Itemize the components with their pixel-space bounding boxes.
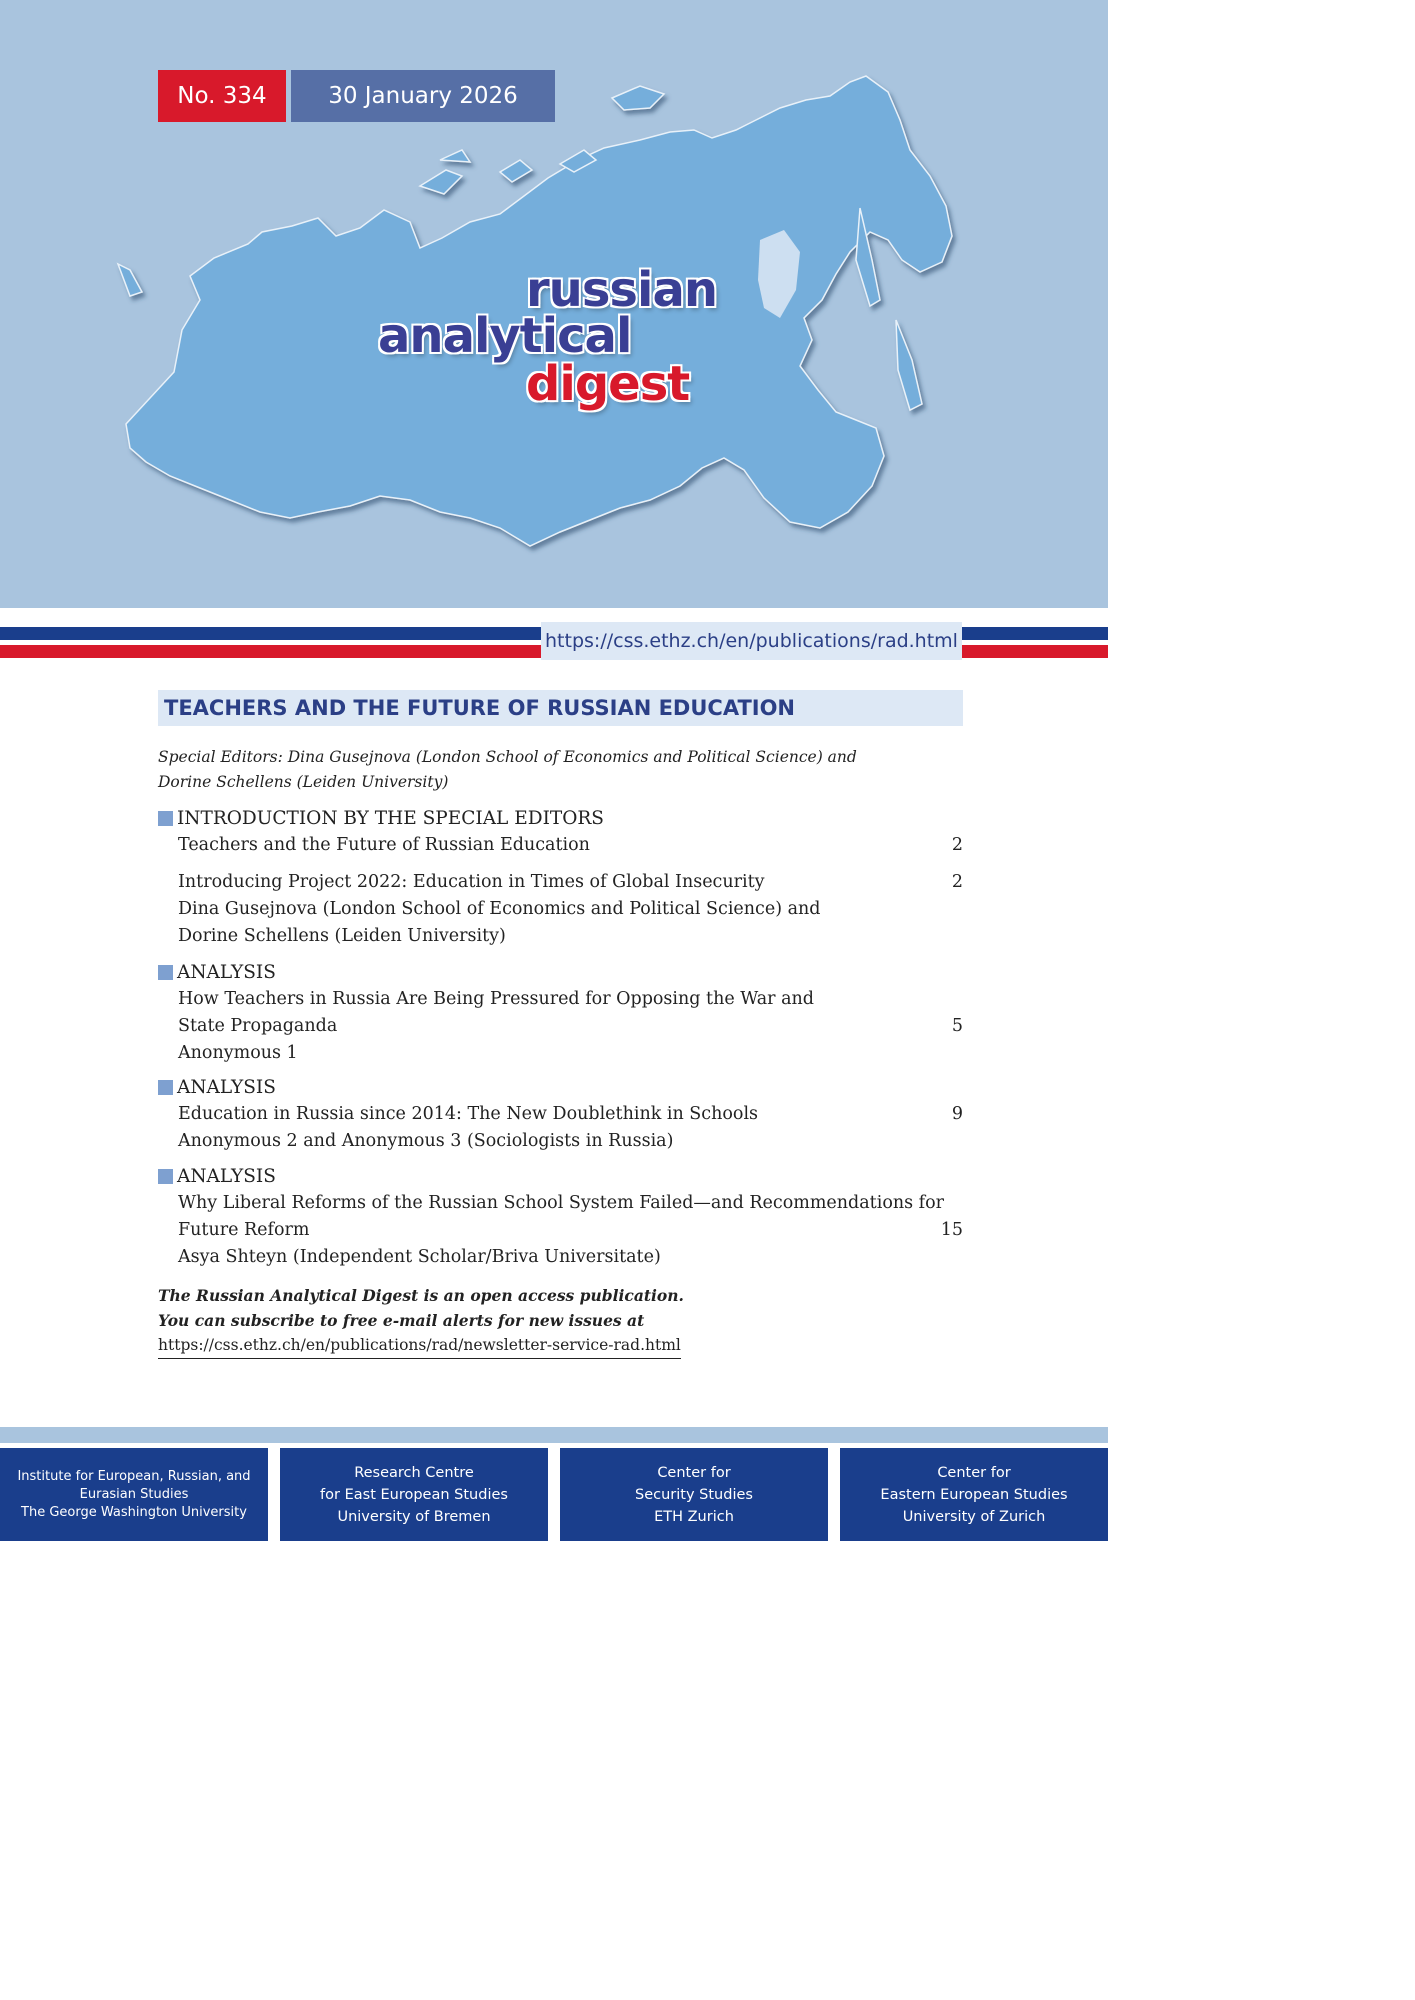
- special-editors-line: Special Editors: Dina Gusejnova (London School of Economics and Political Science) and: [158, 748, 857, 766]
- toc-entry-author: Dina Gusejnova (London School of Economics and Political Science) and: [178, 899, 821, 919]
- notice-line: The Russian Analytical Digest is an open access publication.: [158, 1286, 684, 1305]
- toc-section-heading: ANALYSIS: [158, 1163, 963, 1190]
- partner-line: Security Studies: [635, 1486, 753, 1503]
- partner-line: Eastern European Studies: [880, 1486, 1068, 1503]
- toc-section-heading: INTRODUCTION BY THE SPECIAL EDITORS: [158, 805, 963, 832]
- issue-date-badge: 30 January 2026: [291, 70, 555, 122]
- partner-line: Center for: [937, 1464, 1011, 1481]
- partner-eth: [560, 1448, 828, 1541]
- toc-entry-author: Asya Shteyn (Independent Scholar/Briva Universitate): [178, 1247, 661, 1267]
- toc-section-analysis: [158, 1074, 963, 1155]
- logo-word-russian: russian: [526, 262, 717, 318]
- bullet-square-icon: [158, 811, 173, 826]
- toc-entry-title: Education in Russia since 2014: The New Doublethink in Schools: [178, 1104, 759, 1124]
- partner-line: Center for: [657, 1464, 731, 1481]
- footer-band: [0, 1427, 1108, 1443]
- partner-line: for East European Studies: [320, 1486, 508, 1503]
- bullet-square-icon: [158, 965, 173, 980]
- toc-entry-title: Future Reform: [178, 1220, 310, 1240]
- bullet-square-icon: [158, 1169, 173, 1184]
- partner-zurich: [840, 1448, 1108, 1541]
- open-access-notice: [158, 1283, 684, 1359]
- issue-number-badge: No. 334: [158, 70, 286, 122]
- publication-url-link[interactable]: https://css.ethz.ch/en/publications/rad.html: [541, 622, 962, 660]
- toc-section-introduction: [158, 805, 963, 950]
- partner-line: University of Bremen: [337, 1508, 491, 1525]
- partner-bremen: [280, 1448, 548, 1541]
- partner-line: Eurasian Studies: [79, 1486, 189, 1502]
- partner-line: Research Centre: [354, 1464, 474, 1481]
- toc-entry-author: Dorine Schellens (Leiden University): [178, 926, 506, 946]
- toc-section-analysis: [158, 959, 963, 1067]
- toc-entry[interactable]: [158, 986, 963, 1067]
- toc-entry[interactable]: [158, 869, 963, 950]
- toc-entry-title: How Teachers in Russia Are Being Pressured for Opposing the War and: [178, 989, 814, 1009]
- toc-entry-title: State Propaganda: [178, 1016, 338, 1036]
- toc-section-analysis: [158, 1163, 963, 1271]
- partner-line: The George Washington University: [21, 1504, 247, 1520]
- toc-page-number: 2: [951, 872, 963, 892]
- toc-section-heading: ANALYSIS: [158, 1074, 963, 1101]
- partner-gwu: [0, 1448, 268, 1541]
- logo-word-digest: digest: [526, 356, 690, 412]
- toc-entry-author: Anonymous 2 and Anonymous 3 (Sociologists in Russia): [178, 1131, 674, 1151]
- toc-entry[interactable]: [158, 1190, 963, 1271]
- cover-hero: [0, 0, 1108, 608]
- toc-entry-title: Why Liberal Reforms of the Russian School System Failed—and Recommendations for: [178, 1193, 945, 1213]
- newsletter-link[interactable]: https://css.ethz.ch/en/publications/rad/newsletter-service-rad.html: [158, 1333, 681, 1359]
- special-editors: [158, 745, 878, 795]
- toc-page-number: 5: [951, 1016, 963, 1036]
- bullet-square-icon: [158, 1080, 173, 1095]
- special-editors-line: Dorine Schellens (Leiden University): [158, 773, 449, 791]
- toc-entry-author: Anonymous 1: [178, 1043, 298, 1063]
- toc-page-number: 15: [940, 1220, 963, 1240]
- toc-page-number: 9: [951, 1104, 963, 1124]
- toc-entry[interactable]: [158, 1101, 963, 1155]
- issue-title: TEACHERS AND THE FUTURE OF RUSSIAN EDUCATION: [158, 690, 963, 726]
- notice-line: You can subscribe to free e-mail alerts for new issues at: [158, 1311, 645, 1330]
- toc-section-heading: ANALYSIS: [158, 959, 963, 986]
- toc-page-number: 2: [951, 835, 963, 855]
- partner-line: ETH Zurich: [654, 1508, 734, 1525]
- toc-entry-title: Introducing Project 2022: Education in Times of Global Insecurity: [178, 872, 765, 892]
- logo-word-analytical: analytical: [378, 308, 632, 364]
- toc-entry-title: Teachers and the Future of Russian Education: [178, 835, 590, 855]
- partner-line: University of Zurich: [902, 1508, 1046, 1525]
- partner-line: Institute for European, Russian, and: [17, 1468, 251, 1484]
- toc-entry[interactable]: [158, 832, 963, 859]
